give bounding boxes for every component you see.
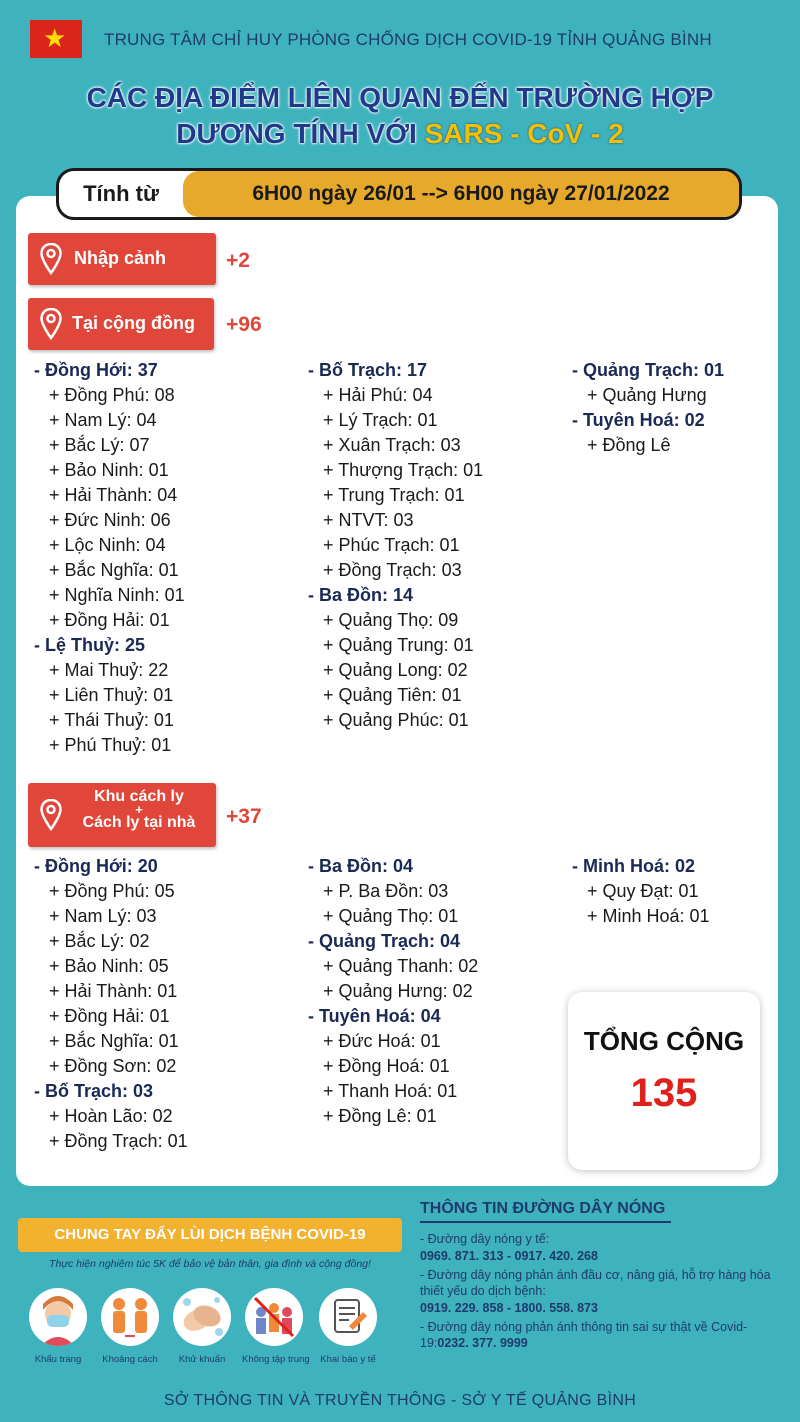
commune-item: + Quảng Thọ: 09 [323,610,459,630]
hotline-title: THÔNG TIN ĐƯỜNG DÂY NÓNG [420,1200,671,1223]
no-gathering-icon [245,1288,303,1346]
quarantine-column-1 [34,854,188,1154]
time-range-label: Tính từ [83,181,159,206]
district-name: - Bố Trạch: 17 [308,360,428,380]
commune-item: + Minh Hoá: 01 [587,906,710,926]
5k-icons-row [26,1288,396,1378]
commune-item: + Đức Hoá: 01 [323,1031,441,1051]
quarantine-column-3 [572,854,710,929]
commune-item: + Đồng Lê [587,435,671,455]
commune-item: + Nam Lý: 03 [49,906,157,926]
hotline-number-misinfo[interactable]: 0232. 377. 9999 [437,1336,528,1350]
distance-icon [101,1288,159,1346]
district-name: - Lệ Thuỷ: 25 [34,635,146,655]
commune-item: + Lý Trạch: 01 [323,410,438,430]
category-import-badge [28,233,216,285]
district-name: - Ba Đồn: 04 [308,856,414,876]
mask-icon [29,1288,87,1346]
commune-item: + Thái Thuỷ: 01 [49,710,174,730]
location-pin-icon [40,799,62,831]
campaign-subtitle: Thực hiện nghiêm túc 5K để bảo vệ bản thân, gia đình và cộng đồng! [49,1258,371,1270]
community-column-2 [308,358,483,733]
category-community-count: +96 [226,313,262,336]
sanitize-item [170,1288,234,1365]
commune-item: + Hải Thành: 01 [49,981,178,1001]
location-pin-icon [40,243,62,275]
commune-item: + Đồng Phú: 05 [49,881,175,901]
hotline-numbers-medical[interactable]: 0969. 871. 313 - 0917. 420. 268 [420,1249,598,1263]
category-quarantine-label-2: Cách ly tại nhà [82,814,196,831]
commune-item: + Quảng Long: 02 [323,660,468,680]
commune-item: + Quảng Phúc: 01 [323,710,469,730]
commune-item: + Nghĩa Ninh: 01 [49,585,185,605]
hotline-section [420,1200,790,1351]
quarantine-column-2 [308,854,478,1129]
commune-item: + Thanh Hoá: 01 [323,1081,458,1101]
community-column-1 [34,358,185,758]
category-quarantine-count: +37 [226,805,262,828]
community-column-3 [572,358,724,458]
total-label: TỔNG CỘNG [583,1026,745,1056]
district-name: - Ba Đồn: 14 [308,585,414,605]
district-name: - Bố Trạch: 03 [34,1081,154,1101]
commune-item: + Quảng Thanh: 02 [323,956,479,976]
hotline-label-prices: - Đường dây nóng phản ánh đầu cơ, nâng giá, hỗ trợ hàng hóa thiết yếu do dịch bệnh: [420,1268,771,1298]
category-community-label: Tại cộng đồng [72,313,195,333]
category-quarantine-labels [68,789,210,831]
commune-item: + Hoàn Lão: 02 [49,1106,173,1126]
time-range-value: 6H00 ngày 26/01 --> 6H00 ngày 27/01/2022 [183,171,739,217]
district-name: - Đồng Hới: 37 [34,360,158,380]
commune-item: + Bắc Nghĩa: 01 [49,1031,179,1051]
no-gathering-label: Không tập trung [242,1354,310,1365]
total-value: 135 [630,1071,698,1115]
commune-item: + Quảng Trung: 01 [323,635,474,655]
commune-item: + Bắc Lý: 02 [49,931,150,951]
category-import-count: +2 [226,249,250,272]
commune-item: + Quảng Tiên: 01 [323,685,462,705]
commune-item: + Đồng Sơn: 02 [49,1056,177,1076]
commune-item: + Đồng Hoá: 01 [323,1056,450,1076]
district-name: - Quảng Trạch: 04 [308,931,461,951]
commune-item: + Lộc Ninh: 04 [49,535,166,555]
district-name: - Tuyên Hoá: 04 [308,1006,441,1026]
time-range-banner [56,168,742,220]
district-name: - Quảng Trạch: 01 [572,360,725,380]
commune-item: + Hải Phú: 04 [323,385,433,405]
sanitize-label: Khử khuẩn [178,1354,226,1365]
campaign-banner: CHUNG TAY ĐẨY LÙI DỊCH BỆNH COVID-19 [18,1218,402,1252]
hand-wash-icon [173,1288,231,1346]
district-name: - Đồng Hới: 20 [34,856,158,876]
commune-item: + Trung Trạch: 01 [323,485,465,505]
category-import-label: Nhập cảnh [74,248,167,268]
commune-item: + Thượng Trạch: 01 [323,460,484,480]
commune-item: + Nam Lý: 04 [49,410,157,430]
commune-item: + Đồng Hải: 01 [49,610,170,630]
location-pin-icon [40,308,62,340]
commune-item: + P. Ba Đồn: 03 [323,881,449,901]
page-title-line1: CÁC ĐỊA ĐIỂM LIÊN QUAN ĐẾN TRƯỜNG HỢP [86,82,714,113]
commune-item: + Đồng Lê: 01 [323,1106,437,1126]
commune-item: + Phúc Trạch: 01 [323,535,460,555]
vietnam-flag-icon: ★ [30,20,82,58]
commune-item: + Quảng Thọ: 01 [323,906,459,926]
virus-name: SARS - CoV - 2 [424,118,624,149]
page-title-line2: DƯƠNG TÍNH VỚI SARS - CoV - 2 [176,118,624,149]
commune-item: + Hải Thành: 04 [49,485,178,505]
commune-item: + NTVT: 03 [323,510,414,530]
distance-label: Khoảng cách [102,1354,158,1365]
commune-item: + Phú Thuỷ: 01 [49,735,172,755]
commune-item: + Quảng Hưng: 02 [323,981,473,1001]
commune-item: + Liên Thuỷ: 01 [49,685,174,705]
district-name: - Minh Hoá: 02 [572,856,696,876]
commune-item: + Đức Ninh: 06 [49,510,171,530]
mask-item [26,1288,90,1365]
commune-item: + Bảo Ninh: 05 [49,956,169,976]
commune-item: + Mai Thuỷ: 22 [49,660,169,680]
commune-item: + Bảo Ninh: 01 [49,460,169,480]
health-declaration-icon [319,1288,377,1346]
commune-item: + Đồng Trạch: 01 [49,1131,188,1151]
mask-label: Khẩu trang [34,1354,82,1365]
health-declaration-label: Khai báo y tế [320,1354,376,1365]
commune-item: + Bắc Nghĩa: 01 [49,560,179,580]
district-name: - Tuyên Hoá: 02 [572,410,705,430]
total-card [568,992,760,1170]
hotline-label-medical: - Đường dây nóng y tế: [420,1232,550,1246]
hotline-numbers-prices[interactable]: 0919. 229. 858 - 1800. 558. 873 [420,1301,598,1315]
category-community-badge [28,298,214,350]
footer-credits: SỞ THÔNG TIN VÀ TRUYỀN THÔNG - SỞ Y TẾ QUẢNG BÌNH [163,1392,637,1409]
organization-name: TRUNG TÂM CHỈ HUY PHÒNG CHỐNG DỊCH COVID-19 TỈNH QUẢNG BÌNH [104,30,712,49]
commune-item: + Đồng Trạch: 03 [323,560,462,580]
no-gathering-item [242,1288,310,1365]
commune-item: + Xuân Trạch: 03 [323,435,461,455]
hotline-label-misinfo: - Đường dây nóng phản ánh thông tin sai sự thật về Covid-19:0232. 377. 9999 [420,1320,748,1350]
category-quarantine-badge [28,783,216,847]
commune-item: + Quảng Hưng [587,385,707,405]
commune-item: + Đồng Hải: 01 [49,1006,170,1026]
category-quarantine-plus: + [135,802,143,817]
commune-item: + Bắc Lý: 07 [49,435,150,455]
category-quarantine-label-1: Khu cách ly [94,788,184,805]
distance-item [98,1288,162,1365]
commune-item: + Đồng Phú: 08 [49,385,175,405]
commune-item: + Quy Đạt: 01 [587,881,699,901]
health-declaration-item [316,1288,380,1365]
